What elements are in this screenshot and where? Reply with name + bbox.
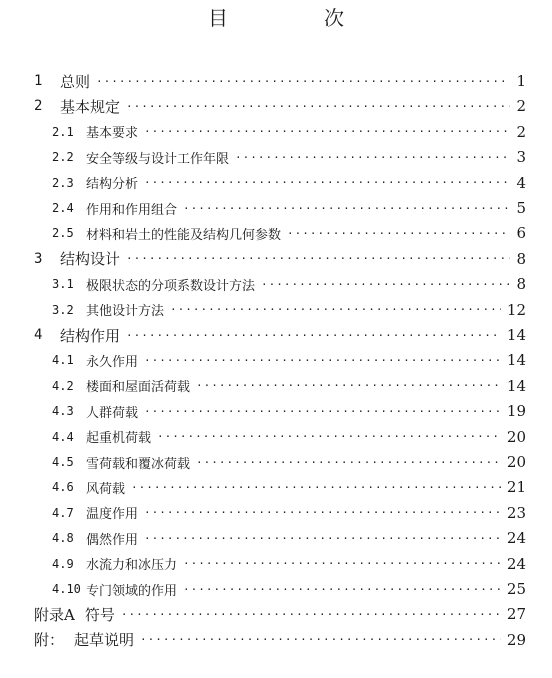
toc-entry-label: 结构设计: [60, 250, 121, 269]
toc-entry-label: 永久作用: [86, 354, 139, 370]
toc-entry-page: 2: [516, 97, 526, 116]
toc-entry-label: 结构作用: [60, 326, 121, 345]
dot-leader: [144, 354, 501, 367]
dot-leader: [157, 430, 501, 443]
toc-entry[interactable]: [52, 297, 526, 323]
toc-entry-label: 专门领域的作用: [86, 583, 178, 599]
toc-entry-number: 4.3: [52, 404, 74, 419]
toc-entry-page: 1: [516, 72, 526, 90]
toc-entry[interactable]: [52, 525, 526, 551]
toc-entry-label: 偶然作用: [86, 532, 139, 548]
toc-entry-number: 附录A: [34, 605, 75, 624]
dot-leader: [126, 329, 501, 342]
toc-entry[interactable]: [52, 474, 526, 500]
dot-leader: [235, 151, 510, 164]
dot-leader: [131, 481, 501, 494]
toc-entry-page: 4: [516, 173, 526, 192]
toc-entry-page: 25: [506, 580, 526, 598]
toc-entry[interactable]: [52, 271, 526, 297]
dot-leader: [144, 125, 510, 138]
toc-entry-label: 安全等级与设计工作年限: [86, 151, 230, 167]
dot-leader: [287, 227, 510, 240]
toc-entry-page: 24: [506, 554, 526, 573]
toc-entry-page: 2: [516, 122, 526, 141]
toc-entry[interactable]: [52, 347, 526, 373]
toc-entry-label: 水流力和冰压力: [86, 558, 178, 574]
dot-leader: [121, 608, 501, 621]
toc-entry-label: 总则: [60, 72, 91, 91]
dot-leader: [144, 176, 510, 189]
toc-entry-page: 19: [506, 402, 526, 421]
toc-entry-label: 结构分析: [86, 177, 139, 193]
toc-entry[interactable]: [52, 449, 526, 475]
dot-leader: [196, 379, 501, 392]
dot-leader: [96, 75, 510, 88]
toc-entry[interactable]: [34, 627, 526, 653]
toc-entry-number: 4.5: [52, 455, 74, 469]
toc-entry-number: 2: [34, 98, 43, 115]
toc-entry[interactable]: [52, 398, 526, 424]
dot-leader: [261, 278, 510, 291]
toc-entry-page: 20: [506, 427, 526, 446]
dot-leader: [126, 252, 510, 265]
toc-entry-page: 8: [516, 275, 526, 294]
toc-entry-page: 27: [506, 605, 526, 624]
toc-entry-number: 1: [34, 73, 43, 89]
toc-entry-page: 14: [506, 376, 526, 395]
toc-entry-label: 基本要求: [86, 126, 139, 142]
toc-entry[interactable]: [52, 170, 526, 196]
toc-entry-number: 2.2: [52, 150, 74, 165]
toc-entry[interactable]: [52, 195, 526, 221]
toc-entry-page: 5: [516, 199, 526, 217]
page-title: 目 次: [208, 6, 382, 30]
dot-leader: [140, 633, 501, 646]
toc-entry-label: 其他设计方法: [86, 304, 165, 320]
toc-entry-page: 3: [516, 148, 526, 167]
toc-entry-page: 8: [516, 249, 526, 268]
dot-leader: [183, 557, 501, 570]
toc-entry[interactable]: [34, 246, 526, 272]
toc-entry-number: 附：: [34, 631, 65, 650]
dot-leader: [144, 532, 501, 545]
toc-entry-number: 4.8: [52, 531, 74, 546]
toc-entry-label: 材料和岩土的性能及结构几何参数: [86, 227, 282, 243]
toc-entry-label: 风荷载: [86, 481, 126, 497]
toc-entry-label: 温度作用: [86, 507, 139, 523]
toc-entry-page: 24: [506, 529, 526, 548]
toc-entry-number: 4: [34, 327, 43, 343]
toc-entry[interactable]: [52, 220, 526, 246]
dot-leader: [144, 506, 501, 519]
toc-entry-label: 人群荷载: [86, 405, 139, 421]
toc-entry[interactable]: [52, 576, 526, 602]
toc-entry-number: 3: [34, 250, 43, 267]
toc-entry-page: 23: [506, 503, 526, 522]
toc-entry[interactable]: [34, 68, 526, 94]
toc-entry-page: 29: [506, 630, 526, 649]
toc-entry-label: 基本规定: [60, 97, 121, 116]
toc-entry-number: 4.6: [52, 480, 74, 495]
toc-entry[interactable]: [34, 93, 526, 119]
toc-entry-page: 6: [516, 224, 526, 243]
toc-entry[interactable]: [34, 601, 526, 627]
toc-entry-page: 14: [506, 326, 526, 344]
toc-entry-number: 4.1: [52, 353, 74, 368]
toc-entry-page: 21: [506, 478, 526, 497]
toc-entry-number: 4.9: [52, 556, 74, 571]
dot-leader: [144, 405, 501, 418]
dot-leader: [183, 583, 501, 596]
toc-entry-label: 起重机荷载: [86, 431, 152, 447]
toc-entry-number: 2.5: [52, 226, 74, 241]
toc-entry-label: 作用和作用组合: [86, 202, 178, 218]
toc-entry-label: 符号: [84, 605, 115, 624]
dot-leader: [170, 303, 501, 316]
toc-entry[interactable]: [52, 119, 526, 145]
toc-entry-label: 极限状态的分项系数设计方法: [86, 278, 256, 294]
toc-entry-page: 20: [506, 453, 526, 471]
toc-entry-label: 雪荷载和覆冰荷载: [86, 456, 191, 472]
toc-entry-number: 4.7: [52, 505, 74, 520]
toc-entry[interactable]: [34, 322, 526, 348]
toc-entry-number: 2.4: [52, 201, 74, 215]
toc-entry[interactable]: [52, 373, 526, 399]
toc-entry-page: 14: [506, 351, 526, 370]
toc-entry-number: 3.1: [52, 277, 74, 292]
toc-entry-page: 12: [506, 300, 526, 319]
dot-leader: [196, 456, 501, 469]
toc-entry[interactable]: [52, 424, 526, 450]
dot-leader: [183, 202, 510, 215]
toc-entry[interactable]: [52, 144, 526, 170]
toc-entry-number: 4.2: [52, 378, 74, 393]
toc-entry[interactable]: [52, 500, 526, 526]
toc-entry[interactable]: [52, 551, 526, 577]
toc-entry-label: 起草说明: [74, 631, 135, 650]
toc-entry-number: 4.10: [52, 582, 81, 596]
toc-entry-number: 2.1: [52, 124, 74, 139]
toc-entry-number: 3.2: [52, 302, 74, 317]
toc-entry-number: 4.4: [52, 429, 74, 444]
toc-entry-number: 2.3: [52, 175, 74, 190]
toc-entry-label: 楼面和屋面活荷载: [86, 380, 191, 396]
dot-leader: [126, 100, 510, 113]
